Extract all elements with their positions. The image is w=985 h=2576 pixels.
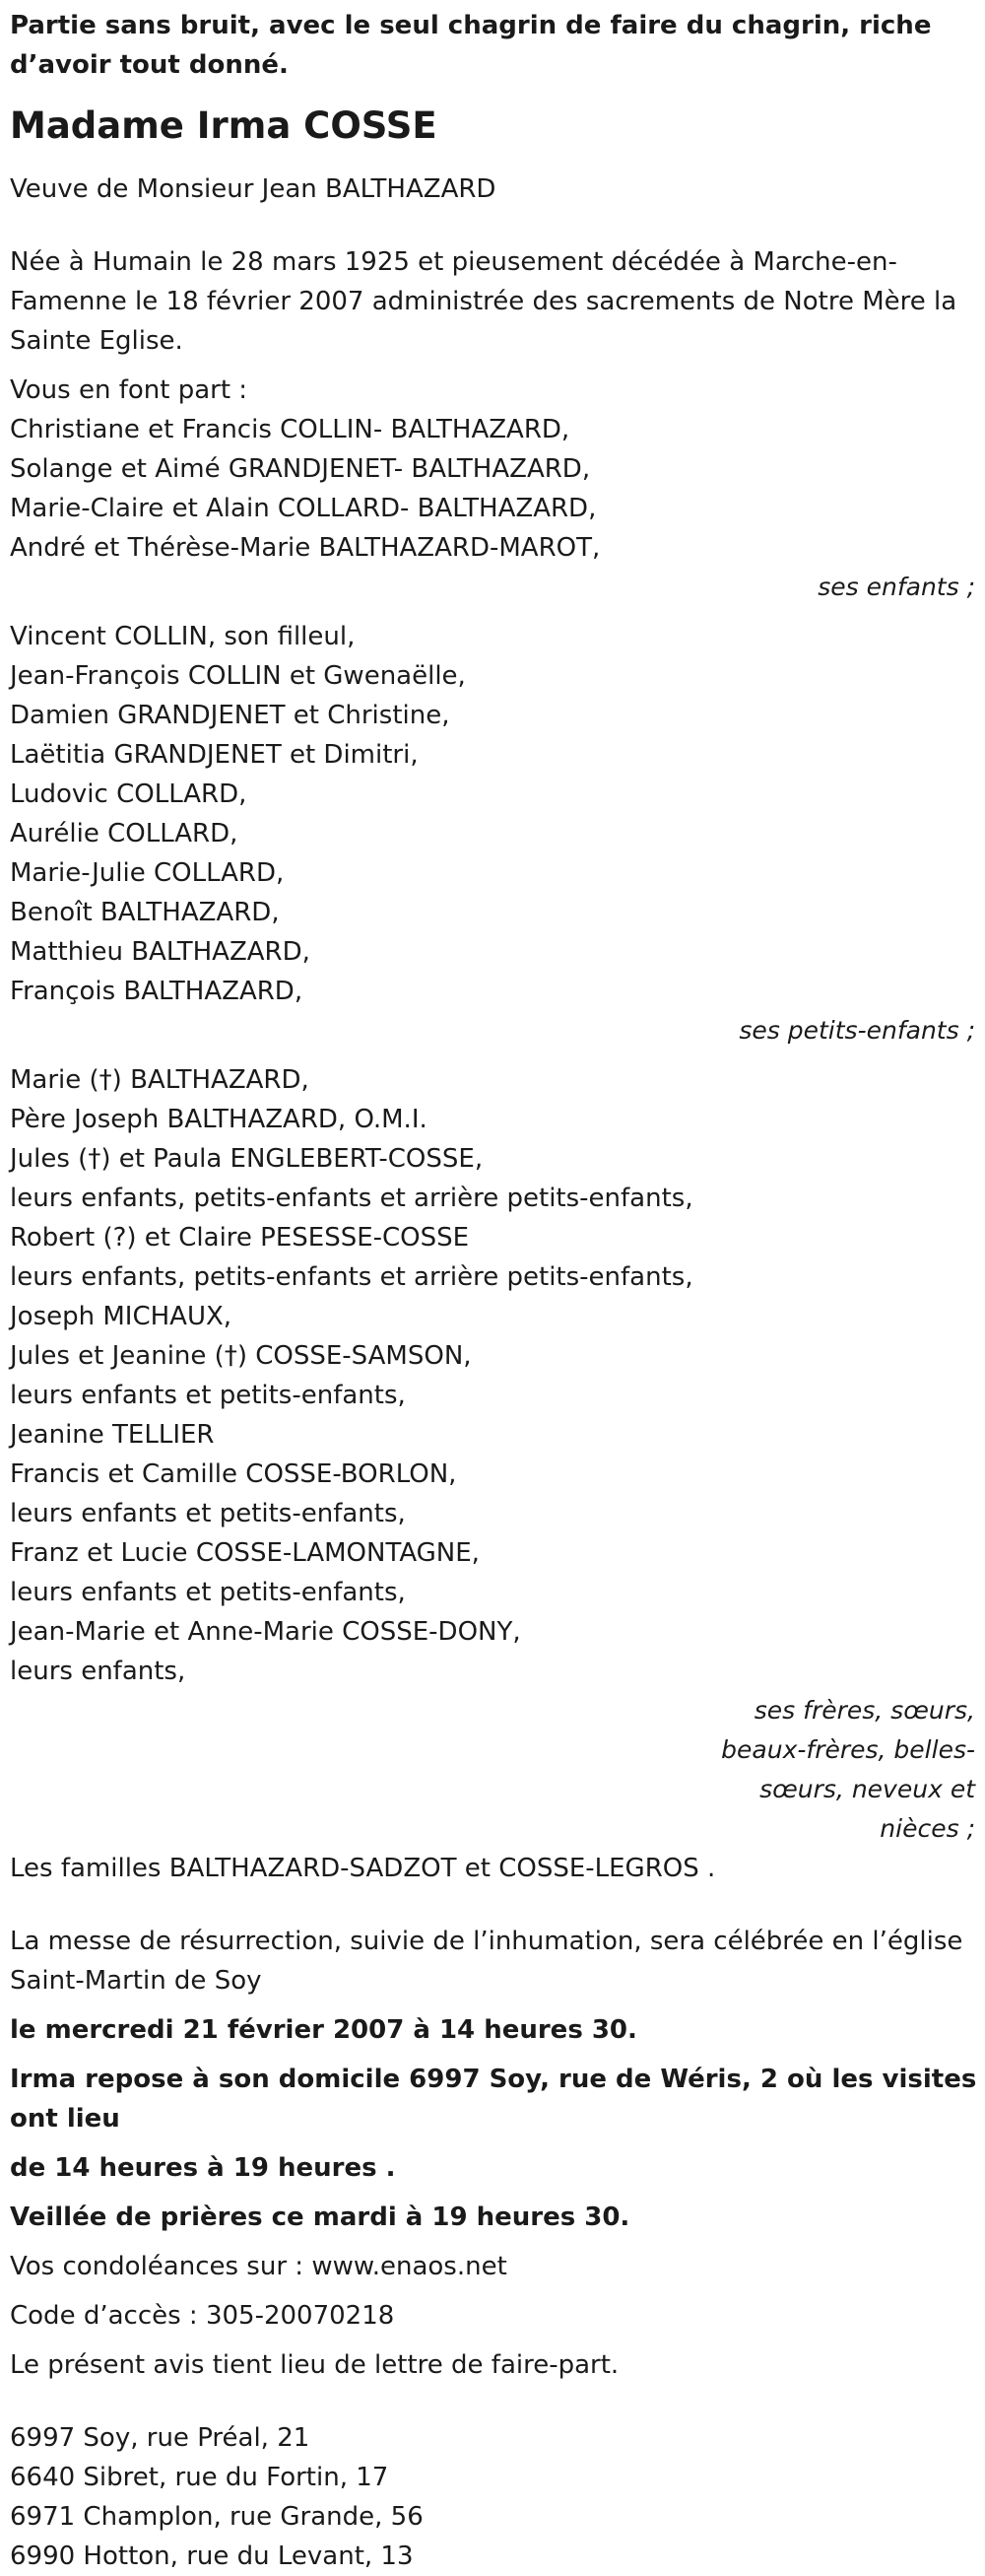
list-item: Damien GRANDJENET et Christine, <box>10 701 450 730</box>
deceased-name: Madame Irma COSSE <box>10 104 437 147</box>
siblings-label <box>10 1691 980 1849</box>
list-item: Jean-Marie et Anne-Marie COSSE-DONY, <box>10 1617 521 1647</box>
list-item: André et Thérèse-Marie BALTHAZARD-MAROT, <box>10 533 601 563</box>
list-item: Christiane et Francis COLLIN- BALTHAZARD, <box>10 415 570 444</box>
list-item: Jules (†) et Paula ENGLEBERT-COSSE, <box>10 1144 484 1174</box>
notice-line: Le présent avis tient lieu de lettre de faire-part. <box>10 2350 620 2380</box>
list-item: leurs enfants et petits-enfants, <box>10 1499 406 1528</box>
obituary-document <box>10 0 980 2576</box>
list-item: Laëtitia GRANDJENET et Dimitri, <box>10 740 419 770</box>
grandchildren-label: ses petits-enfants ; <box>739 1016 975 1045</box>
address-line: 6640 Sibret, rue du Fortin, 17 <box>10 2463 389 2492</box>
list-item: Jules et Jeanine (†) COSSE-SAMSON, <box>10 1341 472 1371</box>
list-item: leurs enfants, petits-enfants et arrière petits-enfants, <box>10 1184 693 1213</box>
list-item: Marie-Claire et Alain COLLARD- BALTHAZARD, <box>10 494 597 523</box>
intro-line: Vous en font part : <box>10 375 248 405</box>
list-item: Francis et Camille COSSE-BORLON, <box>10 1459 457 1489</box>
headline: Partie sans bruit, avec le seul chagrin de faire du chagrin, riche d’avoir tout donné. <box>10 11 932 80</box>
birth-death-paragraph: Née à Humain le 28 mars 1925 et pieusement décédée à Marche-en-Famenne le 18 février 2007 administrée des sacrements de Notre Mère la Sainte Eglise. <box>10 247 957 356</box>
condolences-line: Vos condoléances sur : www.enaos.net <box>10 2252 507 2281</box>
list-item: leurs enfants, petits-enfants et arrière petits-enfants, <box>10 1262 693 1292</box>
addresses-list <box>10 2418 980 2576</box>
children-label: ses enfants ; <box>818 573 975 601</box>
siblings-label-line: ses frères, sœurs, <box>754 1696 975 1725</box>
address-line: 6971 Champlon, rue Grande, 56 <box>10 2502 424 2532</box>
rest-paragraph: Irma repose à son domicile 6997 Soy, rue de Wéris, 2 où les visites ont lieu <box>10 2065 977 2134</box>
list-item: leurs enfants et petits-enfants, <box>10 1381 406 1410</box>
access-code-line: Code d’accès : 305-20070218 <box>10 2301 395 2331</box>
list-item: Père Joseph BALTHAZARD, O.M.I. <box>10 1105 427 1134</box>
list-item: Robert (?) et Claire PESESSE-COSSE <box>10 1223 470 1253</box>
families-line: Les familles BALTHAZARD-SADZOT et COSSE-LEGROS . <box>10 1854 716 1883</box>
list-item: Benoît BALTHAZARD, <box>10 898 280 927</box>
list-item: Jean-François COLLIN et Gwenaëlle, <box>10 661 466 691</box>
vigil-line: Veillée de prières ce mardi à 19 heures 30. <box>10 2203 630 2232</box>
children-list <box>10 410 980 568</box>
list-item: Solange et Aimé GRANDJENET- BALTHAZARD, <box>10 454 591 484</box>
address-line: 6990 Hotton, rue du Levant, 13 <box>10 2542 414 2571</box>
siblings-label-line: nièces ; <box>880 1814 975 1843</box>
list-item: Aurélie COLLARD, <box>10 819 238 848</box>
list-item: Franz et Lucie COSSE-LAMONTAGNE, <box>10 1538 480 1568</box>
list-item: Ludovic COLLARD, <box>10 780 247 809</box>
list-item: François BALTHAZARD, <box>10 977 303 1006</box>
mass-paragraph: La messe de résurrection, suivie de l’inhumation, sera célébrée en l’église Saint-Martin de Soy <box>10 1927 963 1996</box>
list-item: Marie (†) BALTHAZARD, <box>10 1065 309 1095</box>
list-item: Matthieu BALTHAZARD, <box>10 937 310 967</box>
address-line: 6997 Soy, rue Préal, 21 <box>10 2423 310 2453</box>
list-item: leurs enfants et petits-enfants, <box>10 1578 406 1607</box>
list-item: Jeanine TELLIER <box>10 1420 215 1450</box>
spouse-line: Veuve de Monsieur Jean BALTHAZARD <box>10 174 496 204</box>
list-item: Marie-Julie COLLARD, <box>10 858 285 888</box>
list-item: leurs enfants, <box>10 1657 186 1686</box>
mass-date: le mercredi 21 février 2007 à 14 heures 30. <box>10 2015 637 2045</box>
siblings-list <box>10 1060 980 1691</box>
visit-hours: de 14 heures à 19 heures . <box>10 2153 396 2183</box>
list-item: Joseph MICHAUX, <box>10 1302 232 1331</box>
siblings-label-line: sœurs, neveux et <box>759 1775 975 1803</box>
grandchildren-list <box>10 617 980 1011</box>
siblings-label-line: beaux-frères, belles- <box>721 1735 975 1764</box>
list-item: Vincent COLLIN, son filleul, <box>10 622 356 651</box>
